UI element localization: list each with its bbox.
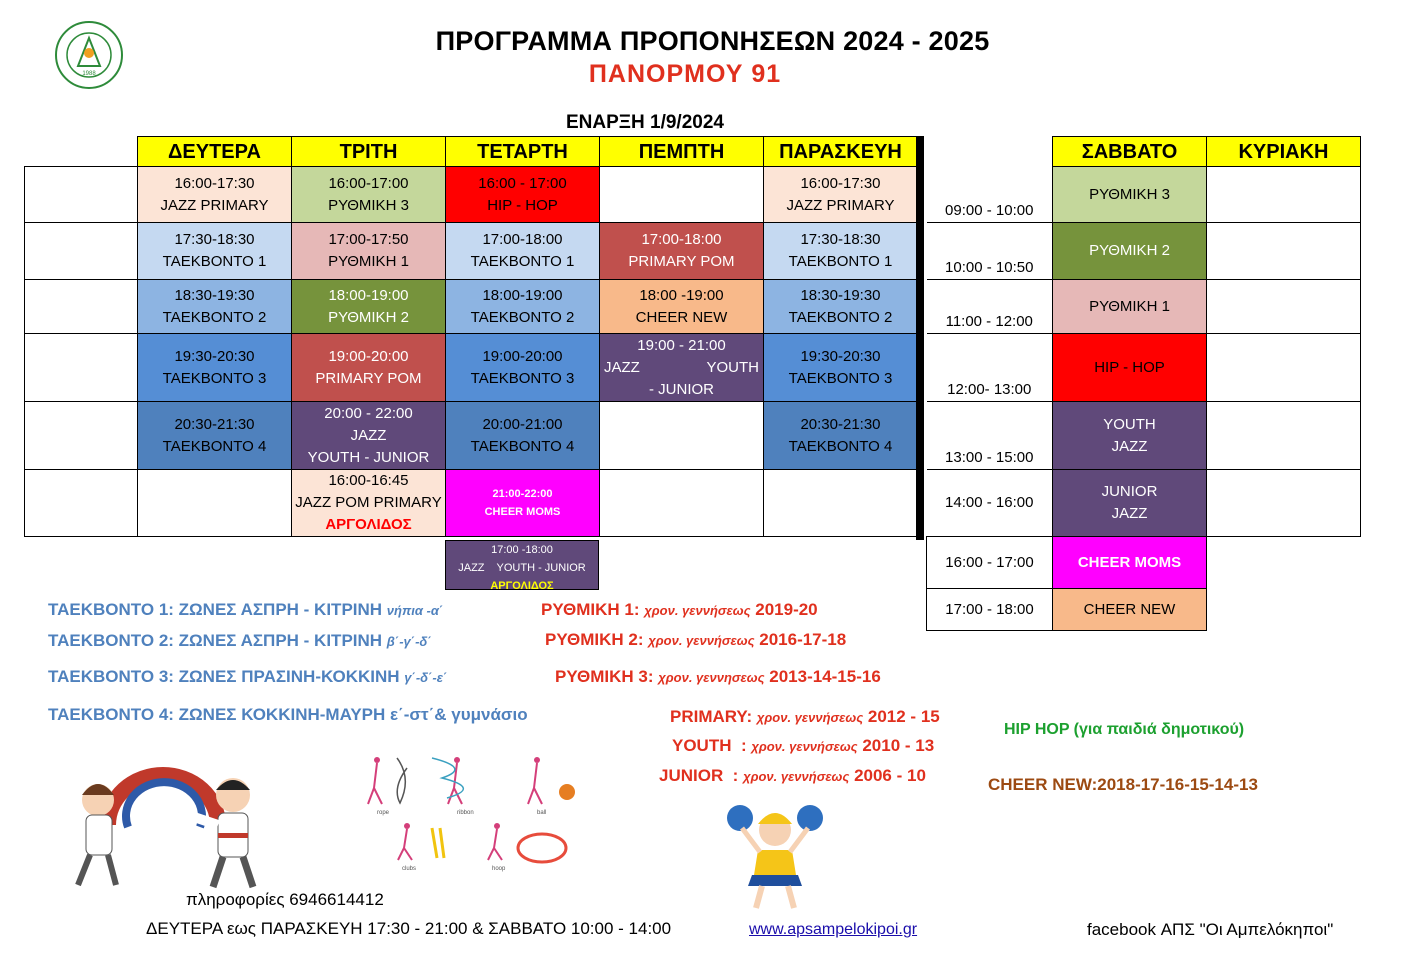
row-label [25, 402, 138, 470]
row-label [25, 167, 138, 223]
empty-cell [764, 470, 918, 537]
class-cell: 18:00-19:00 ΤΑΕΚΒΟΝΤΟ 2 [446, 280, 600, 334]
empty-cell [600, 402, 764, 470]
empty-cell [1207, 223, 1361, 280]
class-cell: 17:30-18:30 ΤΑΕΚΒΟΝΤΟ 1 [764, 223, 918, 280]
empty-cell [1207, 402, 1361, 470]
class-cell: 20:30-21:30 ΤΑΕΚΒΟΝΤΟ 4 [764, 402, 918, 470]
time-cell: 13:00 - 15:00 [927, 402, 1053, 470]
class-cell: 17:00-18:00 ΤΑΕΚΒΟΝΤΟ 1 [446, 223, 600, 280]
legend-rhythmic-1: ΡΥΘΜΙΚΗ 1: χρον. γεννήσεως 2019-20 [541, 600, 818, 619]
time-cell: 16:00 - 17:00 [927, 537, 1053, 589]
day-header: ΠΕΜΠΤΗ [600, 137, 764, 167]
class-cell: 18:00 -19:00 CHEER NEW [600, 280, 764, 334]
legend-rhythmic-2: ΡΥΘΜΙΚΗ 2: χρον. γεννήσεως 2016-17-18 [545, 630, 847, 649]
empty-cell [138, 470, 292, 537]
class-cell: 18:00-19:00 ΡΥΘΜΙΚΗ 2 [292, 280, 446, 334]
class-cell: 19:00-20:00 ΤΑΕΚΒΟΝΤΟ 3 [446, 334, 600, 402]
day-header: ΤΕΤΑΡΤΗ [446, 137, 600, 167]
page-subtitle: ΠΑΝΟΡΜΟΥ 91 [588, 60, 782, 88]
row-label [25, 280, 138, 334]
day-header: ΚΥΡΙΑΚΗ [1207, 137, 1361, 167]
class-cell: 19:00 - 21:00 JAZZ YOUTH - JUNIOR [600, 334, 764, 402]
cheerleader-illustration [722, 800, 827, 915]
apparatus-label: hoop [492, 866, 506, 872]
class-cell: 17:00-18:00 PRIMARY POM [600, 223, 764, 280]
blank-header [927, 137, 1053, 167]
class-cell: JUNIOR JAZZ [1053, 470, 1207, 537]
empty-cell [600, 167, 764, 223]
class-cell: 20:00 - 22:00 JAZZ YOUTH - JUNIOR [292, 402, 446, 470]
day-header: ΣΑΒΒΑΤΟ [1053, 137, 1207, 167]
time-cell: 17:00 - 18:00 [927, 589, 1053, 631]
legend-taekwondo-1: ΤΑΕΚΒΟΝΤΟ 1: ΖΩΝΕΣ ΑΣΠΡΗ - ΚΙΤΡΙΝΗ νήπια -α΄ [48, 600, 444, 619]
class-cell: 19:30-20:30 ΤΑΕΚΒΟΝΤΟ 3 [764, 334, 918, 402]
empty-cell [1207, 470, 1361, 537]
day-header: ΠΑΡΑΣΚΕΥΗ [764, 137, 918, 167]
class-cell: 17:30-18:30 ΤΑΕΚΒΟΝΤΟ 1 [138, 223, 292, 280]
legend-primary: PRIMARY: χρον. γεννήσεως 2012 - 15 [670, 707, 940, 726]
apparatus-label: ribbon [457, 810, 474, 816]
class-cell: 16:00-17:30 JAZZ PRIMARY [764, 167, 918, 223]
weekday-schedule [24, 136, 918, 537]
class-cell: 16:00-16:45 JAZZ POM PRIMARY ΑΡΓΟΛΙΔΟΣ [292, 470, 446, 537]
time-cell: 14:00 - 16:00 [927, 470, 1053, 537]
legend-taekwondo-4: ΤΑΕΚΒΟΝΤΟ 4: ΖΩΝΕΣ ΚΟΚΚΙΝΗ-ΜΑΥΡΗ ε΄-στ΄& γυμνάσιο [48, 705, 528, 724]
blank-header [25, 137, 138, 167]
page-title: ΠΡΟΓΡΑΜΜΑ ΠΡΟΠΟΝΗΣΕΩΝ 2024 - 2025 [435, 26, 990, 56]
start-date: ΕΝΑΡΞΗ 1/9/2024 [566, 112, 724, 133]
weekend-schedule [926, 136, 1361, 631]
class-cell: YOUTH JAZZ [1053, 402, 1207, 470]
class-cell: 19:30-20:30 ΤΑΕΚΒΟΝΤΟ 3 [138, 334, 292, 402]
class-cell: 20:00-21:00 ΤΑΕΚΒΟΝΤΟ 4 [446, 402, 600, 470]
apparatus-label: clubs [402, 866, 417, 872]
row-label [25, 223, 138, 280]
empty-cell [1207, 334, 1361, 402]
class-cell: 21:00-22:00 CHEER MOMS [446, 470, 600, 537]
class-cell: 16:00-17:00 ΡΥΘΜΙΚΗ 3 [292, 167, 446, 223]
day-header: ΔΕΥΤΕΡΑ [138, 137, 292, 167]
day-header: ΤΡΙΤΗ [292, 137, 446, 167]
class-cell: 18:30-19:30 ΤΑΕΚΒΟΝΤΟ 2 [764, 280, 918, 334]
gymnastics-illustration [362, 748, 587, 878]
empty-cell [1207, 167, 1361, 223]
legend-cheer-new: CHEER NEW:2018-17-16-15-14-13 [988, 775, 1258, 794]
row-label [25, 470, 138, 537]
class-cell: CHEER MOMS [1053, 537, 1207, 589]
time-cell: 09:00 - 10:00 [927, 167, 1053, 223]
blank-cell [1207, 537, 1361, 589]
facebook-text: facebook ΑΠΣ "Οι Αμπελόκηποι" [1087, 920, 1334, 939]
class-cell: HIP - HOP [1053, 334, 1207, 402]
footer-info: πληροφορίες 6946614412 [186, 890, 384, 909]
class-cell: ΡΥΘΜΙΚΗ 2 [1053, 223, 1207, 280]
blank-cell [1207, 589, 1361, 631]
class-cell: 18:30-19:30 ΤΑΕΚΒΟΝΤΟ 2 [138, 280, 292, 334]
class-cell: 19:00-20:00 PRIMARY POM [292, 334, 446, 402]
class-cell: 16:00 - 17:00 HIP - HOP [446, 167, 600, 223]
apparatus-label: rope [377, 810, 390, 816]
legend-taekwondo-3: ΤΑΕΚΒΟΝΤΟ 3: ΖΩΝΕΣ ΠΡΑΣΙΝΗ-ΚΟΚΚΙΝΗ γ΄-δ΄-ε΄ [48, 667, 448, 686]
time-cell: 12:00- 13:00 [927, 334, 1053, 402]
class-cell: 16:00-17:30 JAZZ PRIMARY [138, 167, 292, 223]
website-link[interactable]: www.apsampelokipoi.gr [749, 921, 918, 938]
svg-text:1988: 1988 [82, 71, 96, 77]
legend-rhythmic-3: ΡΥΘΜΙΚΗ 3: χρον. γεννησεως 2013-14-15-16 [555, 667, 881, 686]
legend-youth: YOUTH : χρον. γεννήσεως 2010 - 13 [672, 736, 935, 755]
footer-hours: ΔΕΥΤΕΡΑ εως ΠΑΡΑΣΚΕΥΗ 17:30 - 21:00 & ΣΑΒΒΑΤΟ 10:00 - 14:00 [146, 919, 672, 938]
time-cell: 11:00 - 12:00 [927, 280, 1053, 334]
legend-junior: JUNIOR : χρον. γεννήσεως 2006 - 10 [659, 766, 926, 785]
class-cell: ΡΥΘΜΙΚΗ 3 [1053, 167, 1207, 223]
time-cell: 10:00 - 10:50 [927, 223, 1053, 280]
empty-cell [1207, 280, 1361, 334]
legend-hiphop: HIP HOP (για παιδιά δημοτικού) [1004, 721, 1245, 738]
taekwondo-kids-illustration [68, 755, 268, 895]
class-cell-argolidos: 17:00 -18:00 JAZZ YOUTH - JUNIOR ΑΡΓΟΛΙΔΟΣ [445, 540, 599, 590]
class-cell: CHEER NEW [1053, 589, 1207, 631]
empty-cell [600, 470, 764, 537]
class-cell: 20:30-21:30 ΤΑΕΚΒΟΝΤΟ 4 [138, 402, 292, 470]
row-label [25, 334, 138, 402]
legend-taekwondo-2: ΤΑΕΚΒΟΝΤΟ 2: ΖΩΝΕΣ ΑΣΠΡΗ - ΚΙΤΡΙΝΗ β΄-γ΄-δ΄ [48, 631, 432, 650]
apparatus-label: ball [537, 810, 547, 816]
class-cell: 17:00-17:50 ΡΥΘΜΙΚΗ 1 [292, 223, 446, 280]
class-cell: ΡΥΘΜΙΚΗ 1 [1053, 280, 1207, 334]
divider [916, 136, 924, 540]
